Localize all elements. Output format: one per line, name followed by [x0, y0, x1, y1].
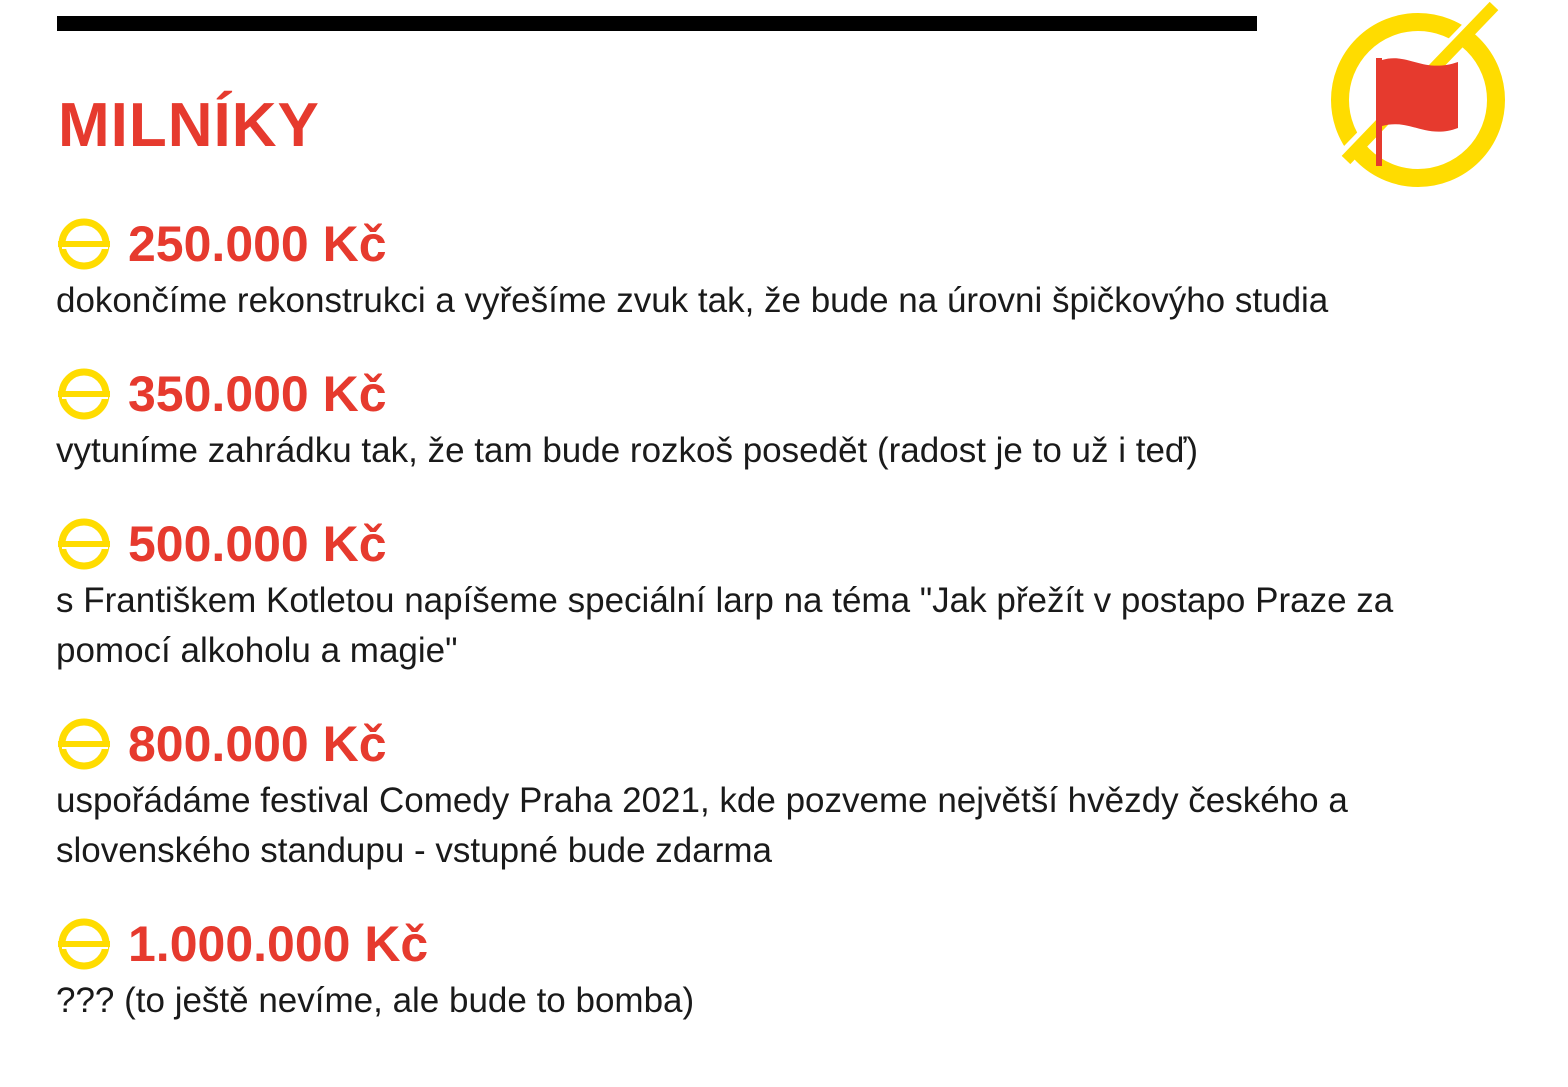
milestone-description: uspořádáme festival Comedy Praha 2021, kde pozveme největší hvězdy českého a slovenského standupu - vstupné bude zdarma [56, 781, 1348, 870]
coin-icon [56, 516, 112, 572]
milestone-amount: 350.000 Kč [128, 366, 387, 422]
milestone-header [56, 512, 1556, 576]
milestone-description: vytuníme zahrádku tak, že tam bude rozkoš posedět (radost je to už i teď) [56, 431, 1199, 470]
coin-icon [56, 916, 112, 972]
milestone-item [56, 212, 1556, 326]
spacer [56, 476, 1556, 512]
milestone-header [56, 362, 1556, 426]
milestone-description: ??? (to ještě nevíme, ale bude to bomba) [56, 981, 695, 1020]
milestone-list [56, 212, 1556, 1026]
flag-logo-icon [1318, 2, 1516, 194]
milestone-item [56, 712, 1556, 876]
top-divider [57, 16, 1257, 31]
milestone-item [56, 362, 1556, 476]
spacer [56, 876, 1556, 912]
milestone-amount: 800.000 Kč [128, 716, 387, 772]
milestone-description: dokončíme rekonstrukci a vyřešíme zvuk tak, že bude na úrovni špičkovýho studia [56, 281, 1329, 320]
milestone-header [56, 712, 1556, 776]
milestone-description: s Františkem Kotletou napíšeme speciální larp na téma "Jak přežít v postapo Praze za pomocí alkoholu a magie" [56, 581, 1394, 670]
milestone-amount: 500.000 Kč [128, 516, 387, 572]
milestone-amount: 1.000.000 Kč [128, 916, 429, 972]
coin-icon [56, 216, 112, 272]
milestone-item [56, 912, 1556, 1026]
coin-icon [56, 716, 112, 772]
milestone-amount: 250.000 Kč [128, 216, 387, 272]
page-title: MILNÍKY [58, 91, 320, 160]
spacer [56, 326, 1556, 362]
milestone-header [56, 212, 1556, 276]
spacer [56, 676, 1556, 712]
milestone-item [56, 512, 1556, 676]
coin-icon [56, 366, 112, 422]
milestone-header [56, 912, 1556, 976]
